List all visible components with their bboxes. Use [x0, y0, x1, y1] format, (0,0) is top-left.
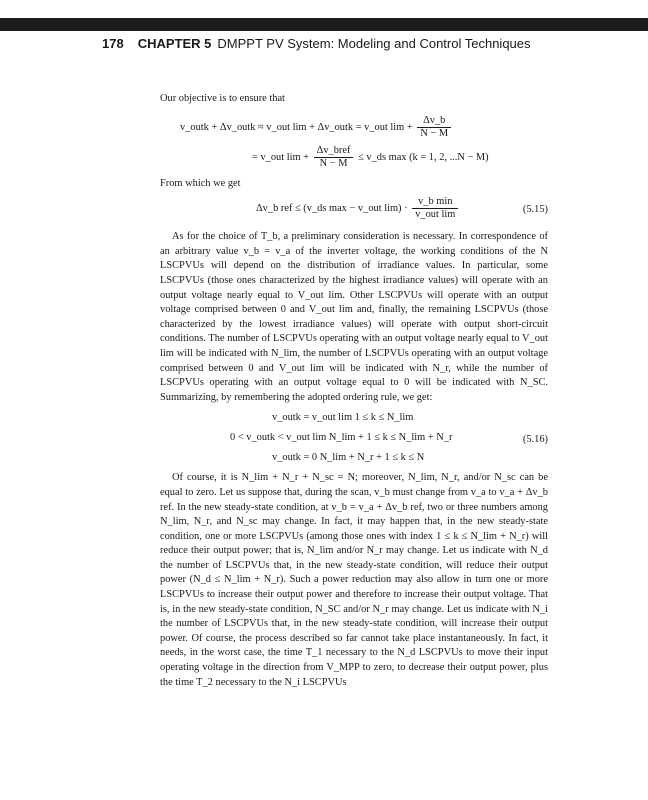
equation-5-15: [160, 194, 548, 226]
fraction: [314, 145, 354, 170]
equation-objective: [160, 113, 548, 171]
equation-line: v_outk = 0 N_lim + N_r + 1 ≤ k ≤ N: [272, 452, 425, 464]
fraction: [417, 115, 451, 140]
frac-numerator: v_b min: [412, 196, 458, 209]
frac-denominator: N − M: [319, 157, 348, 169]
from-which-text: From which we get: [160, 177, 241, 189]
equation-line: [256, 196, 460, 221]
equation-number: (5.15): [522, 204, 548, 216]
equation-number: (5.16): [522, 434, 548, 446]
frac-numerator: Δv_bref: [314, 145, 354, 158]
chapter-title: DMPPT PV System: Modeling and Control Techniques: [217, 36, 531, 51]
chapter-label: CHAPTER 5: [137, 36, 212, 51]
equation-line-1: [180, 115, 453, 140]
frac-denominator: N − M: [420, 127, 449, 139]
equation-5-16: [160, 409, 548, 467]
eq-b-lhs: = v_out lim +: [252, 151, 310, 163]
eq-b-rhs: ≤ v_ds max (k = 1, 2, ...N − M): [358, 151, 489, 163]
running-header: [102, 36, 531, 51]
equation-line: 0 < v_outk < v_out lim N_lim + 1 ≤ k ≤ N_lim + N_r: [230, 432, 453, 444]
page-body: [160, 92, 548, 690]
frac-denominator: v_out lim: [415, 209, 456, 221]
paragraph-1: As for the choice of T_b, a preliminary consideration is necessary. In correspondence of an arbitrary value v_b = v_a of the inverter voltage, the working conditions of the N LSCPVUs will depend on the distribution of irradiance values. In particular, some LSCPVUs (those ones characterized by the highest irradiance values) will operate with an output voltage nearly equal to V_out lim. Other LSCPVUs will operate with an output voltage comprised between 0 and V_out lim and, finally, the remaining LSCPVUs (those characterized by the lowest irradiance values) will operate with output short-circuit conditions. The number of LSCPVUs operating with an output voltage nearly equal to V_out lim will be indicated with N_lim, the number of LSCPVUs operating with an output voltage comprised between 0 and V_out lim will be indicated with N_r, while the number of LSCPVUs operating with an output voltage equal to 0 will be indicated with N_SC. Summarizing, by remembering the adopted ordering rule, we get:: [160, 231, 548, 403]
fraction: [412, 196, 458, 221]
equation-line: v_outk = v_out lim 1 ≤ k ≤ N_lim: [272, 412, 414, 424]
paragraph-2: Of course, it is N_lim + N_r + N_sc = N; moreover, N_lim, N_r, and/or N_sc can be equal to zero. Let us suppose that, during the scan, v_b must change from v_a to v_a + Δv_b ref. In the new steady-state condition, at v_b = v_a + Δv_b ref, two or three numbers among N_lim, N_r, and N_sc may change. In fact, it may happen that, in the new steady-state condition, one or more LSCPVUs (among those ones with index 1 ≤ k ≤ N_lim + N_r) will reduce their output power; that is, N_lim and/or N_r may change. Let us indicate with N_d the number of LSCPVUs that, in the new steady-state condition, will reduce their output power (N_d ≤ N_lim + N_r). Such a power reduction may also allow in turn one or more LSCPVUs to increase their output power and therefore to increase their output voltage. That is, in the new steady-state condition, N_SC and/or N_r may change. Let us indicate with N_i the number of LSCPVUs that, in the new steady-state condition, will increase their output power. Of course, the process described so far cannot take place instantaneously. In fact, it needs, in the worst case, the time T_1 necessary to the N_d LSCPVUs to move their input operating voltage in the direction from V_MPP to zero, to decrease their output power, plus the time T_2 necessary to the N_i LSCPVUs: [160, 472, 548, 688]
equation-line-2: [252, 145, 489, 170]
top-bar: [0, 18, 648, 31]
eq-515-lhs: Δv_b ref ≤ (v_ds max − v_out lim) ·: [256, 203, 408, 215]
frac-numerator: Δv_b: [417, 115, 451, 128]
intro-text: Our objective is to ensure that: [160, 93, 285, 104]
eq-a-lhs: v_outk + Δv_outk ≈ v_out lim + Δv_outk = v_out lim +: [180, 121, 413, 133]
page-number: 178: [102, 36, 124, 51]
